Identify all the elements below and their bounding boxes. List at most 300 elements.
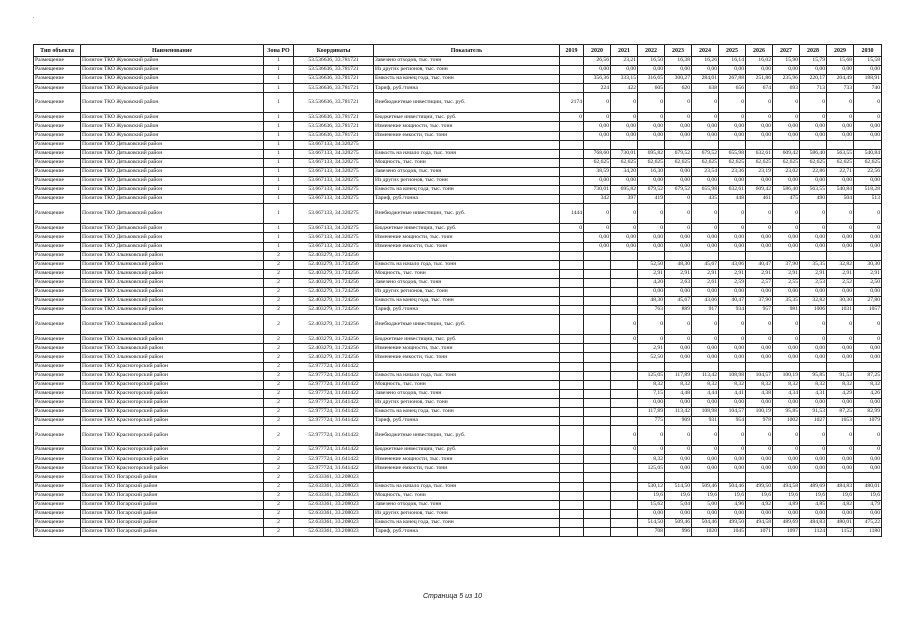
table-cell: 0,00 bbox=[746, 122, 773, 131]
table-cell: 655,98 bbox=[719, 149, 746, 158]
table-cell: Размещение bbox=[34, 297, 81, 306]
table-cell: 0 bbox=[611, 224, 638, 233]
table-cell: 38,59 bbox=[584, 167, 611, 176]
table-cell bbox=[584, 509, 611, 518]
table-cell: 23,19 bbox=[746, 167, 773, 176]
table-cell: 53.536636, 33.781721 bbox=[294, 66, 374, 75]
table-cell bbox=[638, 362, 665, 371]
table-cell: 0,00 bbox=[638, 233, 665, 242]
table-cell: 0,00 bbox=[854, 509, 882, 518]
table-cell: 504,46 bbox=[692, 518, 719, 527]
table-cell: 0,00 bbox=[773, 398, 800, 407]
table-row bbox=[34, 335, 882, 344]
table-row bbox=[34, 233, 882, 242]
table-cell: Емкость на конец года, тыс. тонн bbox=[374, 186, 560, 195]
column-header: 2025 bbox=[719, 45, 746, 57]
table-cell bbox=[584, 297, 611, 306]
table-cell bbox=[560, 233, 584, 242]
table-cell: 0,00 bbox=[746, 66, 773, 75]
table-cell: 62,625 bbox=[719, 158, 746, 167]
column-header: Тип объекта bbox=[34, 45, 81, 57]
table-cell: 0,00 bbox=[692, 455, 719, 464]
table-cell: Размещение bbox=[34, 149, 81, 158]
table-cell: 2 bbox=[264, 269, 294, 278]
table-cell: 2 bbox=[264, 371, 294, 380]
table-cell bbox=[560, 371, 584, 380]
table-cell: Размещение bbox=[34, 408, 81, 417]
table-cell: 2 bbox=[264, 287, 294, 296]
table-cell: 0,00 bbox=[800, 509, 827, 518]
table-cell: 2 bbox=[264, 528, 294, 537]
table-cell bbox=[746, 473, 773, 482]
table-cell: 1 bbox=[264, 84, 294, 93]
table-cell: 0 bbox=[611, 446, 638, 455]
table-cell: 0,00 bbox=[854, 122, 882, 131]
table-row bbox=[34, 518, 882, 527]
table-cell: 2,91 bbox=[692, 269, 719, 278]
table-cell: 0 bbox=[746, 204, 773, 224]
table-cell: 0,00 bbox=[800, 344, 827, 353]
table-cell: 0 bbox=[665, 446, 692, 455]
table-cell: 125,05 bbox=[638, 371, 665, 380]
table-cell bbox=[560, 251, 584, 260]
table-cell: Тариф, руб./тонна bbox=[374, 84, 560, 93]
table-cell: 0,00 bbox=[773, 177, 800, 186]
table-cell: 1079 bbox=[854, 417, 882, 426]
table-cell: 52.977724, 31.641422 bbox=[294, 362, 374, 371]
table-cell: 1 bbox=[264, 122, 294, 131]
table-cell: 1 bbox=[264, 167, 294, 176]
table-cell: 52.403279, 31.724256 bbox=[294, 297, 374, 306]
table-cell: 52.633361, 33.208023 bbox=[294, 528, 374, 537]
table-cell: 62,625 bbox=[854, 158, 882, 167]
table-cell: Полигон ТКО Погарский район bbox=[81, 518, 264, 527]
table-cell: 43,06 bbox=[719, 260, 746, 269]
table-cell: Полигон ТКО Дятьковский район bbox=[81, 233, 264, 242]
table-cell: 499,50 bbox=[719, 518, 746, 527]
table-cell: 22,86 bbox=[800, 167, 827, 176]
table-cell: 0,00 bbox=[665, 177, 692, 186]
table-cell: 0,00 bbox=[800, 287, 827, 296]
table-cell: Размещение bbox=[34, 242, 81, 251]
table-cell bbox=[560, 122, 584, 131]
table-cell: Размещение bbox=[34, 335, 81, 344]
table-cell: 0,00 bbox=[746, 455, 773, 464]
table-cell: 0 bbox=[800, 426, 827, 446]
table-cell: Бюджетные инвестиции, тыс. руб. bbox=[374, 335, 560, 344]
table-cell bbox=[611, 371, 638, 380]
table-cell: Размещение bbox=[34, 140, 81, 149]
table-row bbox=[34, 195, 882, 204]
table-cell: Тариф, руб./тонна bbox=[374, 306, 560, 315]
table-cell: 0 bbox=[719, 224, 746, 233]
table-cell bbox=[560, 186, 584, 195]
table-cell: 52.633361, 33.208023 bbox=[294, 482, 374, 491]
data-table bbox=[33, 44, 882, 537]
table-cell: 0,00 bbox=[665, 509, 692, 518]
column-header: 2021 bbox=[611, 45, 638, 57]
table-row bbox=[34, 297, 882, 306]
table-cell: 4,89 bbox=[773, 500, 800, 509]
table-cell: 52.403279, 31.724256 bbox=[294, 260, 374, 269]
table-cell: 0,00 bbox=[584, 122, 611, 131]
table-cell: 1057 bbox=[854, 306, 882, 315]
table-cell: 0,00 bbox=[584, 131, 611, 140]
table-cell: 0,00 bbox=[854, 287, 882, 296]
table-cell: 53.536636, 33.781721 bbox=[294, 75, 374, 84]
table-cell bbox=[560, 167, 584, 176]
table-cell: 0 bbox=[746, 315, 773, 335]
table-cell: 0,00 bbox=[584, 66, 611, 75]
table-cell: 1 bbox=[264, 57, 294, 66]
table-cell: 1152 bbox=[827, 528, 854, 537]
table-cell: Размещение bbox=[34, 380, 81, 389]
table-cell: 1027 bbox=[800, 417, 827, 426]
table-cell: 91,53 bbox=[800, 408, 827, 417]
table-cell: 53.667133, 34.320275 bbox=[294, 204, 374, 224]
table-cell bbox=[611, 362, 638, 371]
column-header: Показатель bbox=[374, 45, 560, 57]
table-cell bbox=[827, 140, 854, 149]
table-cell: 480,01 bbox=[854, 482, 882, 491]
table-row bbox=[34, 509, 882, 518]
table-cell bbox=[560, 446, 584, 455]
table-cell: 475,22 bbox=[854, 518, 882, 527]
table-cell: 0,00 bbox=[719, 464, 746, 473]
table-cell: 2 bbox=[264, 315, 294, 335]
table-cell: 52,50 bbox=[638, 353, 665, 362]
table-cell: Размещение bbox=[34, 353, 81, 362]
table-cell: 0,00 bbox=[773, 464, 800, 473]
table-cell: 8,32 bbox=[827, 380, 854, 389]
table-cell: 0,00 bbox=[611, 233, 638, 242]
table-cell: Полигон ТКО Дятьковский район bbox=[81, 140, 264, 149]
table-cell: Размещение bbox=[34, 398, 81, 407]
table-cell bbox=[560, 177, 584, 186]
table-cell: 0 bbox=[854, 426, 882, 446]
column-header: 2019 bbox=[560, 45, 584, 57]
table-cell: 52.977724, 31.641422 bbox=[294, 446, 374, 455]
table-cell: Бюджетные инвестиции, тыс. руб. bbox=[374, 446, 560, 455]
table-cell: 1 bbox=[264, 131, 294, 140]
table-cell: Полигон ТКО Погарский район bbox=[81, 500, 264, 509]
table-cell: 1 bbox=[264, 204, 294, 224]
table-row bbox=[34, 177, 882, 186]
table-cell: 2 bbox=[264, 473, 294, 482]
table-cell: 0,00 bbox=[746, 242, 773, 251]
table-cell: 2,91 bbox=[719, 269, 746, 278]
table-cell: 504 bbox=[827, 195, 854, 204]
table-cell bbox=[584, 269, 611, 278]
table-cell: Полигон ТКО Дятьковский район bbox=[81, 158, 264, 167]
table-cell: 504,46 bbox=[719, 482, 746, 491]
table-cell: 2,55 bbox=[773, 278, 800, 287]
table-cell: 0 bbox=[800, 204, 827, 224]
table-row bbox=[34, 353, 882, 362]
table-cell: 0,00 bbox=[692, 464, 719, 473]
table-cell: 95,85 bbox=[800, 371, 827, 380]
table-cell: 0 bbox=[665, 195, 692, 204]
table-cell: 0,00 bbox=[692, 177, 719, 186]
table-cell: Размещение bbox=[34, 446, 81, 455]
table-cell: 0,00 bbox=[854, 177, 882, 186]
table-cell: Полигон ТКО Злынковский район bbox=[81, 269, 264, 278]
table-cell: 204,49 bbox=[827, 75, 854, 84]
table-cell: 4,38 bbox=[746, 389, 773, 398]
table-cell: Внебюджетные инвестиции, тыс. руб. bbox=[374, 426, 560, 446]
table-cell: Мощность, тыс. тонн bbox=[374, 158, 560, 167]
table-cell: Полигон ТКО Дятьковский район bbox=[81, 149, 264, 158]
table-cell: 0 bbox=[611, 315, 638, 335]
table-cell: 15,62 bbox=[638, 500, 665, 509]
table-cell: Полигон ТКО Красногорский район bbox=[81, 398, 264, 407]
table-cell: 19,6 bbox=[638, 491, 665, 500]
table-cell: Размещение bbox=[34, 509, 81, 518]
table-row bbox=[34, 426, 882, 446]
table-cell: 0,00 bbox=[584, 242, 611, 251]
table-cell bbox=[611, 509, 638, 518]
table-cell: 0,00 bbox=[854, 398, 882, 407]
table-row bbox=[34, 242, 882, 251]
table-row bbox=[34, 306, 882, 315]
table-cell: Полигон ТКО Злынковский район bbox=[81, 344, 264, 353]
table-cell: 8,32 bbox=[773, 380, 800, 389]
table-cell: 53.536636, 33.781721 bbox=[294, 131, 374, 140]
table-cell: 62,625 bbox=[611, 158, 638, 167]
table-cell bbox=[611, 464, 638, 473]
table-cell: Размещение bbox=[34, 177, 81, 186]
table-cell bbox=[611, 389, 638, 398]
table-cell: 740 bbox=[854, 84, 882, 93]
table-cell bbox=[611, 260, 638, 269]
table-cell: 2,91 bbox=[800, 269, 827, 278]
table-cell: Полигон ТКО Погарский район bbox=[81, 509, 264, 518]
table-cell bbox=[560, 269, 584, 278]
table-cell: 0,00 bbox=[719, 66, 746, 75]
table-cell: 509,46 bbox=[692, 482, 719, 491]
column-header: Наименование bbox=[81, 45, 264, 57]
table-cell: 0,00 bbox=[773, 353, 800, 362]
table-cell: 0 bbox=[800, 315, 827, 335]
table-row bbox=[34, 57, 882, 66]
table-cell: 499,50 bbox=[746, 482, 773, 491]
table-cell: 117,89 bbox=[638, 408, 665, 417]
table-cell: Размещение bbox=[34, 167, 81, 176]
table-cell: 0,00 bbox=[665, 66, 692, 75]
table-cell bbox=[560, 195, 584, 204]
table-cell bbox=[560, 455, 584, 464]
table-cell: 0,00 bbox=[719, 287, 746, 296]
table-cell: Полигон ТКО Красногорский район bbox=[81, 380, 264, 389]
table-cell: 235,96 bbox=[773, 75, 800, 84]
table-cell: 0,00 bbox=[665, 233, 692, 242]
table-cell: 674 bbox=[746, 84, 773, 93]
table-cell bbox=[611, 297, 638, 306]
table-cell bbox=[560, 509, 584, 518]
table-cell: 0,00 bbox=[692, 287, 719, 296]
table-cell: 0,00 bbox=[800, 455, 827, 464]
table-cell: 284,01 bbox=[692, 75, 719, 84]
table-cell: Размещение bbox=[34, 75, 81, 84]
table-row bbox=[34, 278, 882, 287]
table-cell: 0 bbox=[665, 224, 692, 233]
table-cell: 0 bbox=[827, 335, 854, 344]
table-cell: 53.667133, 34.320275 bbox=[294, 177, 374, 186]
table-cell: 4,44 bbox=[692, 389, 719, 398]
table-cell bbox=[560, 75, 584, 84]
table-cell: 733 bbox=[827, 84, 854, 93]
table-cell bbox=[560, 398, 584, 407]
table-cell: 0,00 bbox=[800, 464, 827, 473]
table-cell: 0,00 bbox=[746, 177, 773, 186]
table-cell: Размещение bbox=[34, 371, 81, 380]
table-cell: 87,25 bbox=[854, 371, 882, 380]
table-cell: 0 bbox=[638, 446, 665, 455]
table-cell: 0,00 bbox=[854, 66, 882, 75]
table-cell: 0,00 bbox=[800, 353, 827, 362]
table-cell: 40,47 bbox=[746, 260, 773, 269]
table-cell: 730,01 bbox=[611, 149, 638, 158]
table-cell: 0,00 bbox=[692, 242, 719, 251]
table-cell: Полигон ТКО Злынковский район bbox=[81, 335, 264, 344]
table-cell bbox=[584, 528, 611, 537]
table-cell: 0,00 bbox=[692, 131, 719, 140]
table-cell: 52.403279, 31.724256 bbox=[294, 287, 374, 296]
table-cell: 0 bbox=[773, 93, 800, 113]
table-cell: Размещение bbox=[34, 518, 81, 527]
table-cell: 91,53 bbox=[827, 371, 854, 380]
table-cell: Емкость на конец года, тыс. тонн bbox=[374, 518, 560, 527]
table-row bbox=[34, 167, 882, 176]
table-cell bbox=[374, 473, 560, 482]
table-cell: 104,57 bbox=[719, 408, 746, 417]
table-cell: 889 bbox=[665, 306, 692, 315]
table-cell: 632,61 bbox=[719, 186, 746, 195]
table-cell: 0 bbox=[692, 113, 719, 122]
table-cell: 53.667133, 34.320275 bbox=[294, 242, 374, 251]
table-cell: Полигон ТКО Жуковский район bbox=[81, 93, 264, 113]
table-cell: 0,00 bbox=[854, 242, 882, 251]
table-cell: 563,55 bbox=[800, 186, 827, 195]
table-cell: 0,00 bbox=[584, 177, 611, 186]
column-header: 2022 bbox=[638, 45, 665, 57]
table-cell: 16,26 bbox=[692, 57, 719, 66]
table-cell: 0,00 bbox=[719, 344, 746, 353]
table-cell bbox=[800, 140, 827, 149]
table-cell: 0 bbox=[611, 113, 638, 122]
table-cell: 509,46 bbox=[665, 518, 692, 527]
table-cell: 0,00 bbox=[827, 509, 854, 518]
table-cell bbox=[665, 251, 692, 260]
table-cell: Размещение bbox=[34, 278, 81, 287]
table-row bbox=[34, 158, 882, 167]
table-cell: 0,00 bbox=[773, 66, 800, 75]
table-cell: 540,84 bbox=[854, 149, 882, 158]
table-cell: Полигон ТКО Погарский район bbox=[81, 482, 264, 491]
table-cell: 23,54 bbox=[692, 167, 719, 176]
table-cell: Из других регионов, тыс. тонн bbox=[374, 66, 560, 75]
table-cell: 2,50 bbox=[854, 278, 882, 287]
table-cell: 8,32 bbox=[800, 380, 827, 389]
column-header: Координаты bbox=[294, 45, 374, 57]
table-cell: Полигон ТКО Злынковский район bbox=[81, 278, 264, 287]
table-cell: 0 bbox=[692, 315, 719, 335]
table-cell: 19,6 bbox=[773, 491, 800, 500]
table-cell: Размещение bbox=[34, 389, 81, 398]
table-cell: 1180 bbox=[854, 528, 882, 537]
table-cell: 62,625 bbox=[746, 158, 773, 167]
table-cell: 0,00 bbox=[773, 344, 800, 353]
table-cell: 0,00 bbox=[746, 131, 773, 140]
table-cell: Внебюджетные инвестиции, тыс. руб. bbox=[374, 204, 560, 224]
table-cell bbox=[584, 278, 611, 287]
table-cell: 52.403279, 31.724256 bbox=[294, 315, 374, 335]
table-cell bbox=[560, 306, 584, 315]
table-cell: 2 bbox=[264, 398, 294, 407]
table-cell: 693 bbox=[773, 84, 800, 93]
table-row bbox=[34, 500, 882, 509]
table-cell: 1 bbox=[264, 158, 294, 167]
table-cell: 0 bbox=[611, 93, 638, 113]
table-cell: Завезено отходов, тыс. тонн bbox=[374, 500, 560, 509]
table-cell: 2 bbox=[264, 353, 294, 362]
table-cell: Размещение bbox=[34, 195, 81, 204]
table-cell bbox=[611, 306, 638, 315]
table-cell: 0 bbox=[827, 426, 854, 446]
table-cell: 0,00 bbox=[719, 233, 746, 242]
table-cell: 27,80 bbox=[854, 297, 882, 306]
table-cell: 52.633361, 33.208023 bbox=[294, 518, 374, 527]
table-row bbox=[34, 287, 882, 296]
table-cell: 0,00 bbox=[665, 167, 692, 176]
table-cell: 768,60 bbox=[584, 149, 611, 158]
table-cell: 2,52 bbox=[827, 278, 854, 287]
table-cell: 0 bbox=[665, 113, 692, 122]
table-cell: 0,00 bbox=[692, 344, 719, 353]
table-cell bbox=[560, 408, 584, 417]
table-cell: 0,00 bbox=[746, 233, 773, 242]
table-row bbox=[34, 398, 882, 407]
table-cell: Полигон ТКО Злынковский район bbox=[81, 251, 264, 260]
table-cell: 22,71 bbox=[827, 167, 854, 176]
table-cell bbox=[611, 455, 638, 464]
table-cell: 489,69 bbox=[773, 518, 800, 527]
table-cell: 0,00 bbox=[584, 233, 611, 242]
table-cell bbox=[692, 140, 719, 149]
table-cell: Размещение bbox=[34, 158, 81, 167]
table-cell: 0 bbox=[611, 204, 638, 224]
table-cell: 0,00 bbox=[638, 177, 665, 186]
table-cell: Полигон ТКО Дятьковский район bbox=[81, 204, 264, 224]
table-cell: Полигон ТКО Жуковский район bbox=[81, 57, 264, 66]
table-cell: 419 bbox=[638, 195, 665, 204]
table-cell: 0,00 bbox=[611, 131, 638, 140]
table-cell: 0 bbox=[692, 446, 719, 455]
table-cell: 300,27 bbox=[665, 75, 692, 84]
table-cell bbox=[719, 251, 746, 260]
table-cell: 48,30 bbox=[638, 297, 665, 306]
table-row bbox=[34, 260, 882, 269]
table-cell: 480,01 bbox=[827, 518, 854, 527]
table-cell bbox=[560, 57, 584, 66]
table-cell: 978 bbox=[746, 417, 773, 426]
table-cell: 316,65 bbox=[638, 75, 665, 84]
table-cell: Размещение bbox=[34, 113, 81, 122]
table-cell: 0,00 bbox=[692, 122, 719, 131]
table-cell: 53.667133, 34.320275 bbox=[294, 224, 374, 233]
table-cell: 53.536636, 33.781721 bbox=[294, 84, 374, 93]
table-cell: Полигон ТКО Красногорский район bbox=[81, 408, 264, 417]
